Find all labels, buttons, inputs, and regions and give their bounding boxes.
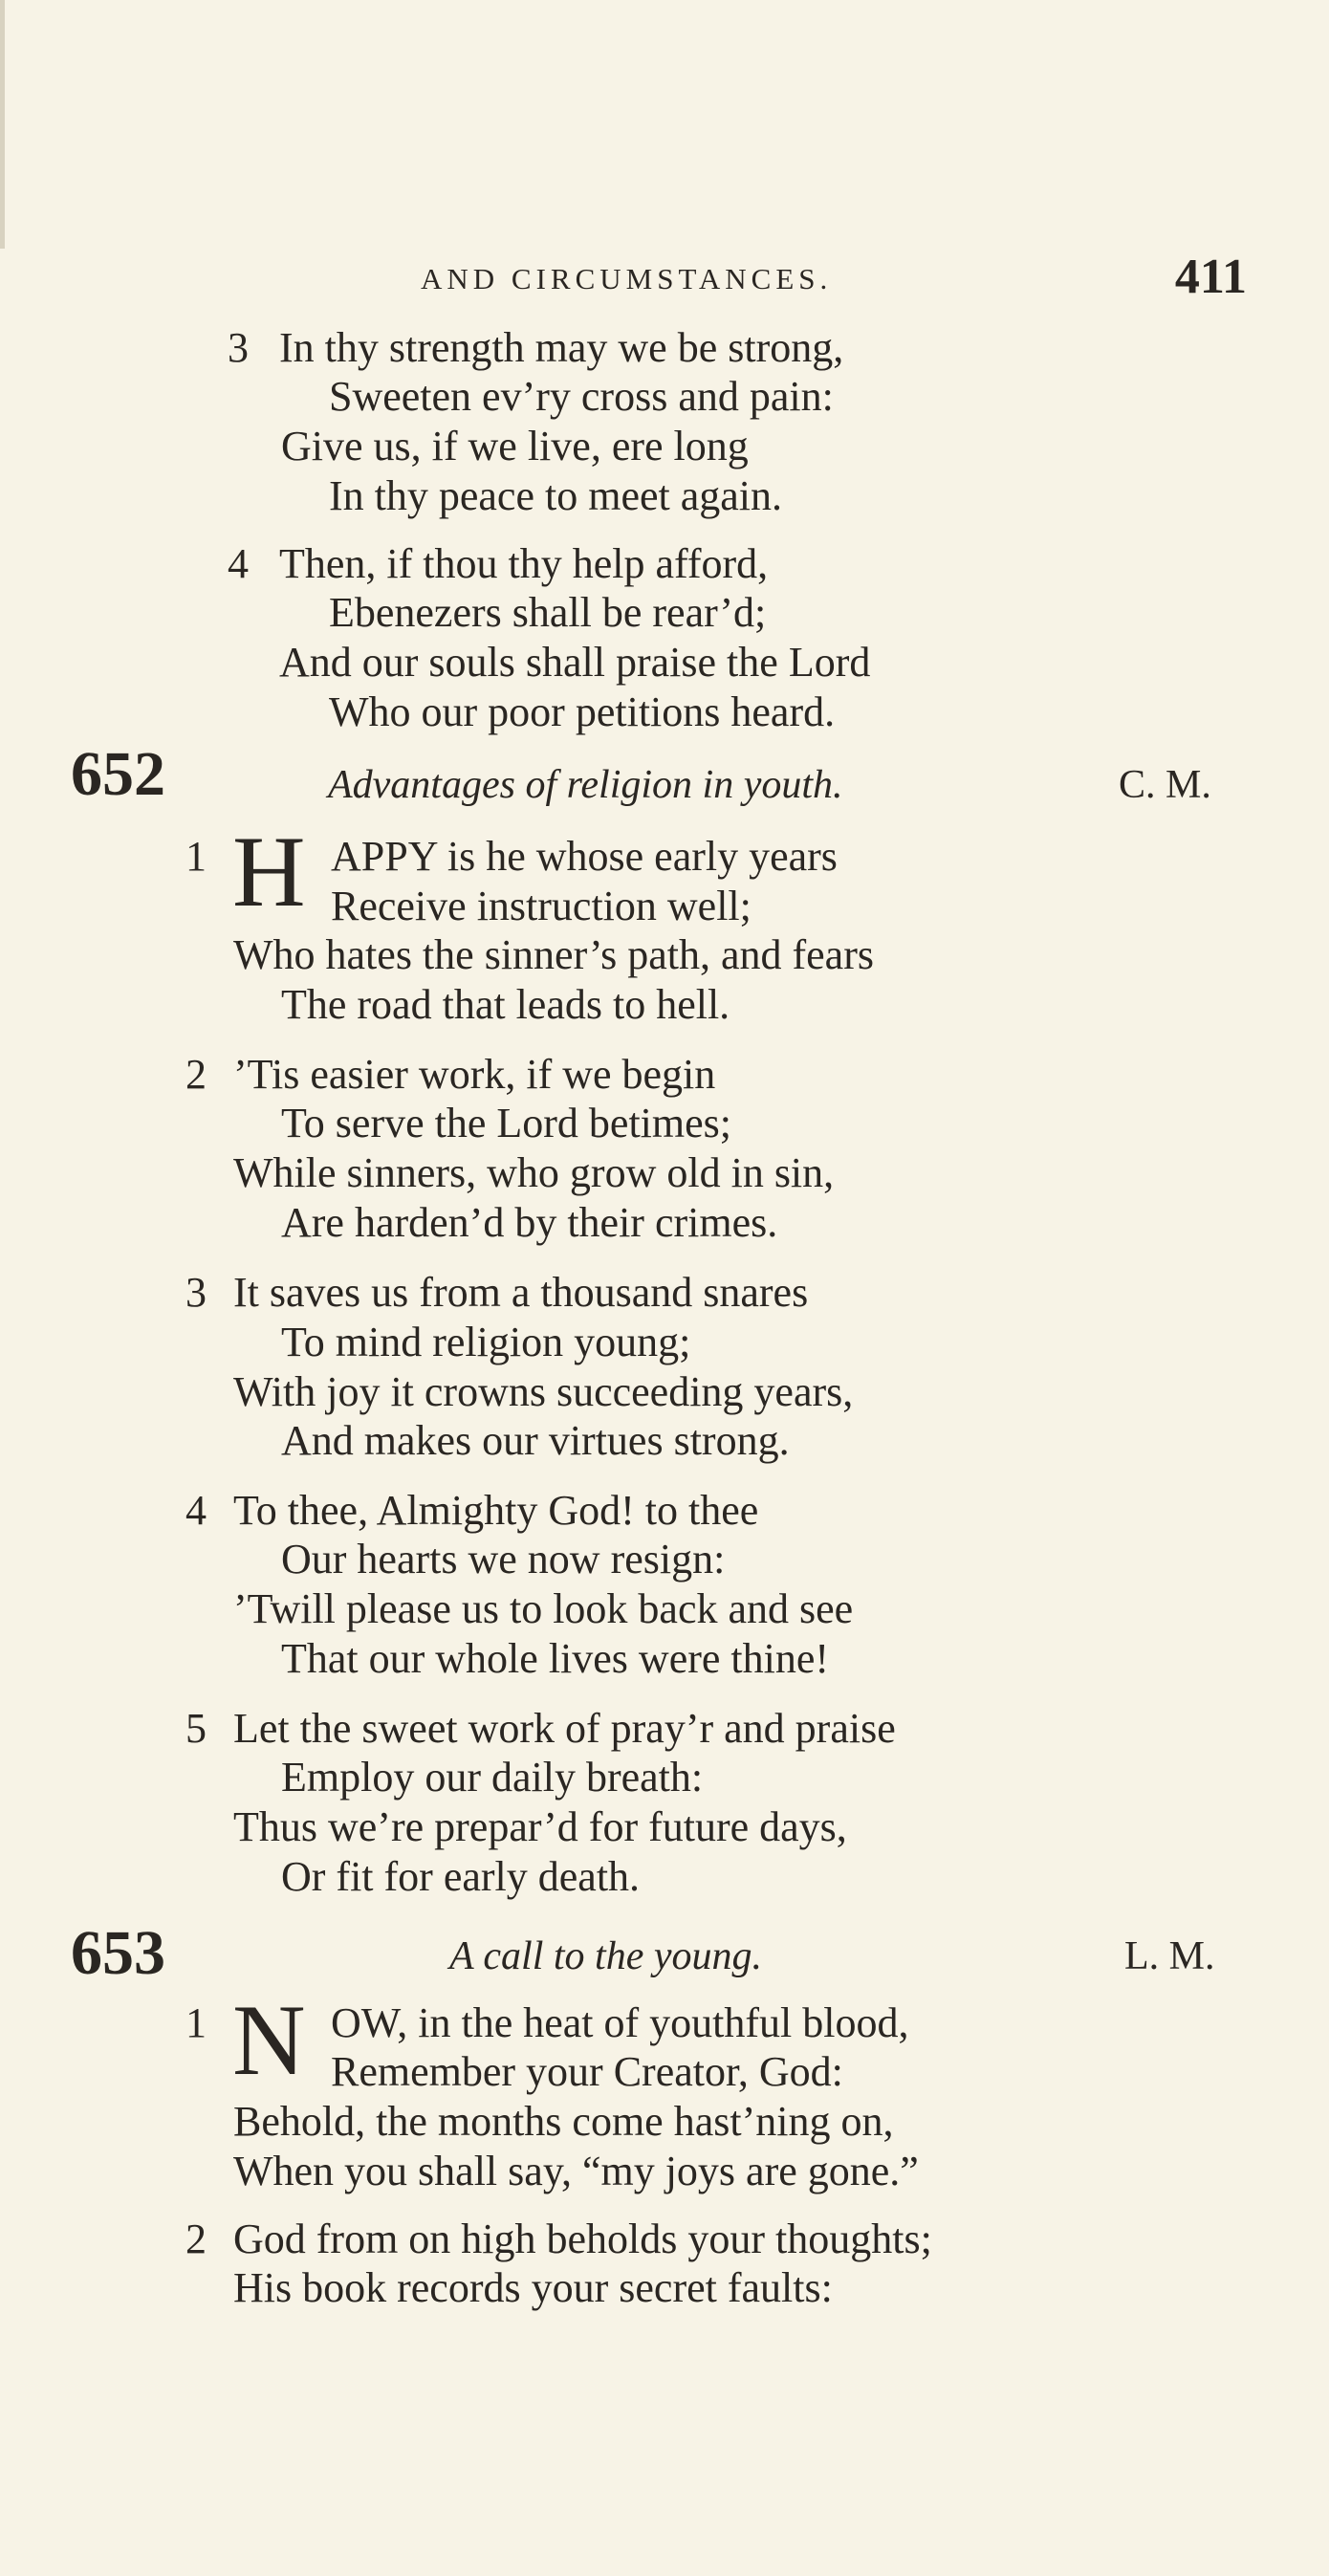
- verse-number: 1: [185, 833, 207, 880]
- verse-line: God from on high beholds your thoughts;: [233, 2216, 932, 2262]
- verse-line: That our whole lives were thine!: [281, 1635, 830, 1682]
- verse-number: 4: [228, 540, 249, 587]
- hymn-meter: C. M.: [1119, 763, 1211, 807]
- verse-number: 2: [185, 1051, 207, 1098]
- verse-line: And our souls shall praise the Lord: [279, 639, 871, 686]
- verse-line: ’Tis easier work, if we begin: [233, 1051, 716, 1098]
- verse-line: With joy it crowns succeeding years,: [233, 1368, 854, 1415]
- verse-number: 3: [185, 1269, 207, 1316]
- verse-number: 3: [228, 324, 249, 371]
- verse-number: 4: [185, 1487, 207, 1534]
- drop-cap: H: [232, 816, 306, 928]
- verse-line: Behold, the months come hast’ning on,: [233, 2098, 894, 2145]
- verse-line: ’Twill please us to look back and see: [233, 1585, 854, 1632]
- verse-line: And makes our virtues strong.: [281, 1417, 790, 1464]
- verse-line: Let the sweet work of pray’r and praise: [233, 1705, 896, 1752]
- verse-line: OW, in the heat of youthful blood,: [331, 1999, 909, 2046]
- verse-line: Employ our daily breath:: [281, 1754, 704, 1801]
- verse-line: Ebenezers shall be rear’d;: [329, 589, 767, 636]
- hymn-meter: L. M.: [1124, 1934, 1215, 1978]
- verse-line: Who hates the sinner’s path, and fears: [233, 931, 874, 978]
- verse-line: Our hearts we now resign:: [281, 1536, 726, 1583]
- verse-number: 5: [185, 1705, 207, 1752]
- verse-line: To thee, Almighty God! to thee: [233, 1487, 759, 1534]
- running-head: AND CIRCUMSTANCES.: [421, 262, 833, 295]
- verse-number: 2: [185, 2216, 207, 2262]
- verse-line: To serve the Lord betimes;: [281, 1100, 732, 1146]
- drop-cap: N: [232, 1984, 306, 2096]
- verse-line: Give us, if we live, ere long: [281, 423, 749, 469]
- hymn-title: Advantages of religion in youth.: [328, 763, 843, 807]
- hymn-number: 653: [71, 1918, 165, 1988]
- verse-line: In thy strength may we be strong,: [279, 324, 844, 371]
- verse-line: Thus we’re prepar’d for future days,: [233, 1803, 847, 1850]
- page-number: 411: [1174, 250, 1247, 304]
- verse-line: The road that leads to hell.: [281, 981, 730, 1028]
- verse-number: 1: [185, 1999, 207, 2046]
- verse-line: While sinners, who grow old in sin,: [233, 1149, 835, 1196]
- verse-line: Then, if thou thy help afford,: [279, 540, 769, 587]
- page-header: [421, 249, 1262, 306]
- verse-line: Who our poor petitions heard.: [329, 688, 836, 735]
- verse-line: APPY is he whose early years: [331, 833, 838, 880]
- verse-line: Receive instruction well;: [331, 883, 752, 929]
- hymn-title: A call to the young.: [449, 1934, 762, 1978]
- verse-line: His book records your secret faults:: [233, 2264, 833, 2311]
- verse-line: Are harden’d by their crimes.: [281, 1199, 778, 1246]
- hymn-number: 652: [71, 739, 165, 809]
- verse-line: Sweeten ev’ry cross and pain:: [329, 373, 834, 420]
- verse-line: Remember your Creator, God:: [331, 2048, 843, 2095]
- page-edge: [0, 0, 5, 249]
- verse-line: Or fit for early death.: [281, 1853, 641, 1900]
- verse-line: When you shall say, “my joys are gone.”: [233, 2148, 919, 2194]
- verse-line: It saves us from a thousand snares: [233, 1269, 809, 1316]
- verse-line: To mind religion young;: [281, 1319, 691, 1365]
- verse-line: In thy peace to meet again.: [329, 472, 783, 519]
